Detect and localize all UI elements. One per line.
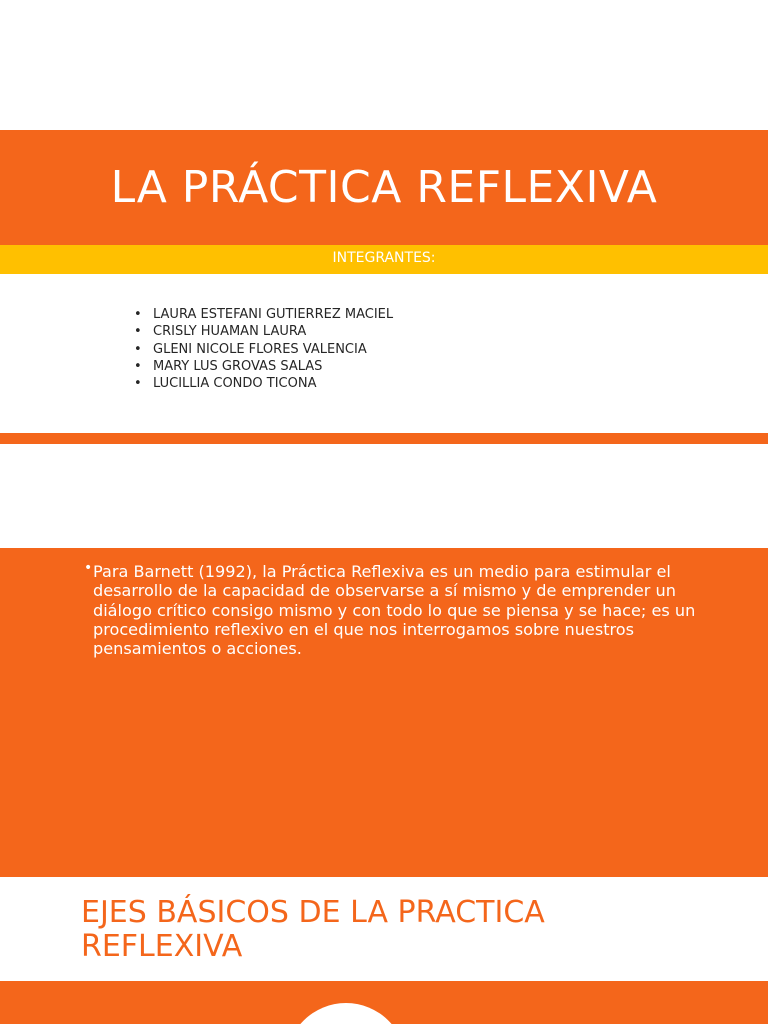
- bullet-icon: •: [134, 324, 142, 340]
- section-banner: [0, 981, 768, 1024]
- list-item: [134, 323, 393, 340]
- slide-subtitle: INTEGRANTES:: [332, 250, 436, 266]
- bullet-icon: •: [134, 307, 142, 322]
- section-heading: EJES BÁSICOS DE LA PRACTICA REFLEXIVA: [81, 895, 545, 964]
- member-name: CRISLY HUAMAN LAURA: [153, 324, 307, 340]
- list-item: [134, 358, 393, 375]
- bullet-icon: •: [134, 341, 142, 357]
- bullet-icon: •: [134, 358, 142, 374]
- member-name: MARY LUS GROVAS SALAS: [153, 358, 323, 374]
- list-item: [134, 341, 393, 358]
- list-item: [134, 375, 393, 392]
- quote-paragraph: Para Barnett (1992), la Práctica Reflexiva es un medio para estimular el desarrollo de la capacidad de observarse a sí mismo y de emprender un diálogo crítico consigo mismo y con todo lo que se piensa y se hace; es un procedimiento reflexivo en el que nos interrogamos sobre nuestros pensamientos o acciones.: [93, 562, 696, 659]
- member-name: LAURA ESTEFANI GUTIERREZ MACIEL: [153, 307, 394, 322]
- member-name: GLENI NICOLE FLORES VALENCIA: [153, 341, 367, 357]
- member-name: LUCILLIA CONDO TICONA: [153, 376, 317, 392]
- bullet-icon: •: [134, 376, 142, 392]
- list-item: [134, 306, 394, 323]
- slide-bottom-bar: [0, 433, 768, 444]
- members-list: [134, 306, 394, 392]
- slide-title: LA PRÁCTICA REFLEXIVA: [110, 162, 658, 213]
- circle-shape: [286, 1003, 406, 1024]
- bullet-icon: •: [84, 560, 93, 576]
